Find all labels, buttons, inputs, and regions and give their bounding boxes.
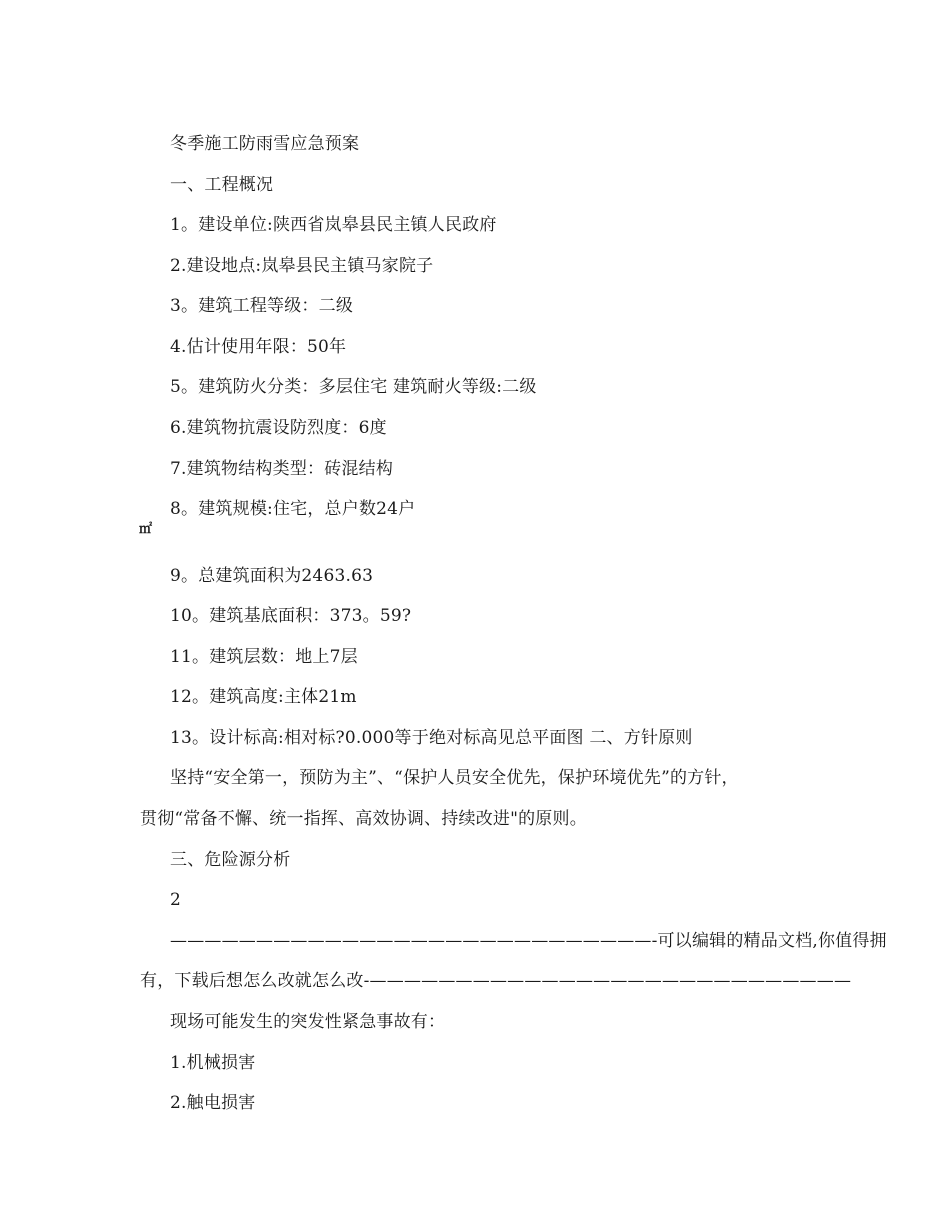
area-unit-symbol: ㎡ — [139, 522, 153, 537]
overview-item: 6.建筑物抗震设防烈度：6度 — [170, 418, 387, 438]
overview-item: 2.建设地点:岚皋县民主镇马家院子 — [170, 256, 434, 276]
overview-item: 13。设计标高:相对标?0.000等于绝对标高见总平面图 二、方针原则 — [170, 728, 693, 748]
overview-item: 12。建筑高度:主体21m — [170, 687, 357, 707]
overview-item: 11。建筑层数：地上7层 — [170, 647, 358, 667]
ad-line: ————————————————————————————-可以编辑的精品文档,你值得拥 — [170, 931, 887, 951]
hazard-item: 2.触电损害 — [170, 1093, 256, 1113]
overview-item: 5。建筑防火分类：多层住宅 建筑耐火等级:二级 — [170, 377, 537, 397]
principle-paragraph-line: 贯彻“常备不懈、统一指挥、高效协调、持续改进"的原则。 — [140, 809, 587, 829]
overview-item: 3。建筑工程等级：二级 — [170, 296, 354, 316]
overview-item: 10。建筑基底面积：373。59? — [170, 606, 412, 626]
overview-item: 8。建筑规模:住宅，总户数24户 — [170, 499, 416, 519]
overview-item: 9。总建筑面积为2463.63 — [170, 566, 374, 586]
page-number: 2 — [170, 890, 182, 910]
ad-line: 有，下载后想怎么改就怎么改-———————————————————————————— — [140, 971, 852, 991]
overview-item: 7.建筑物结构类型：砖混结构 — [170, 459, 394, 479]
document-title: 冬季施工防雨雪应急预案 — [170, 134, 360, 154]
overview-item: 1。建设单位:陕西省岚皋县民主镇人民政府 — [170, 215, 497, 235]
section-heading-hazard: 三、危险源分析 — [170, 850, 291, 870]
principle-paragraph-line: 坚持“安全第一，预防为主”、“保护人员安全优先，保护环境优先”的方针， — [170, 768, 739, 788]
hazard-item: 1.机械损害 — [170, 1053, 256, 1073]
overview-item: 4.估计使用年限：50年 — [170, 337, 347, 357]
section-heading-overview: 一、工程概况 — [170, 175, 274, 195]
emergency-intro: 现场可能发生的突发性紧急事故有： — [170, 1012, 446, 1032]
